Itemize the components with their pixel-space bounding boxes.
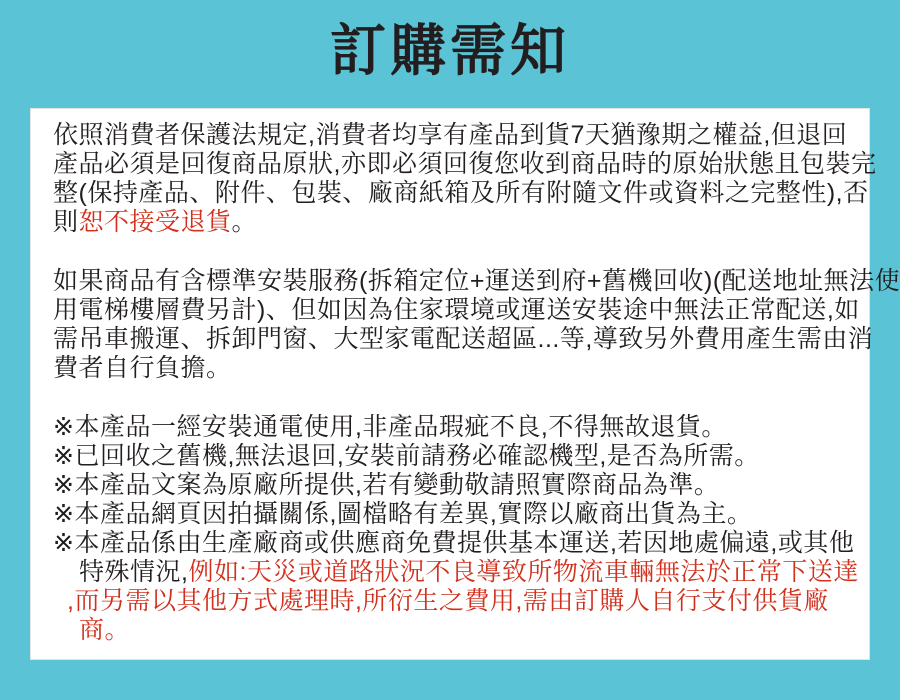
note-item-5-line3: ,而另需以其他方式處理時,所衍生之費用,需由訂購人自行支付供貨廠 [67,587,829,615]
note-item-2: ※已回收之舊機,無法退回,安裝前請務必確認機型,是否為所需。 [53,442,760,470]
paragraph2-line4: 費者自行負擔。 [53,354,232,382]
paragraph2-line2: 用電梯樓層費另計)、但如因為住家環境或運送安裝途中無法正常配送,如 [53,296,860,324]
note-item-1: ※本產品一經安裝通電使用,非產品瑕疵不良,不得無故退貨。 [53,413,727,441]
paragraph1-line4-suffix: 。 [231,208,258,236]
note-item-3: ※本產品文案為原廠所提供,若有變動敬請照實際商品為準。 [53,471,720,499]
paragraph1-line2: 產品必須是回復商品原狀,亦即必須回復您收到商品時的原始狀態且包裝完 [53,150,877,178]
note-item-5-line4: 商。 [79,616,131,644]
paragraph2-line1: 如果商品有含標準安裝服務(拆箱定位+運送到府+舊機回收)(配送地址無法使 [53,267,900,295]
notice-box [30,108,900,660]
note-item-4: ※本產品網頁因拍攝關係,圖檔略有差異,實際以廠商出貨為主。 [53,500,753,528]
paragraph-installation-service [53,267,900,383]
note-item-5-line1: ※本產品係由生產廠商或供應商免費提供基本運送,若因地處偏遠,或其他 [53,529,855,557]
page-title: 訂購需知 [330,19,570,82]
paragraph1-line4-prefix: 則 [53,208,79,236]
note-item-5-line2 [53,558,859,587]
note-item-5-line2-black: 特殊情況, [79,558,189,586]
paragraph1-line3: 整(保持產品、附件、包裝、廠商紙箱及所有附隨文件或資料之完整性),否 [53,179,869,207]
note-item-5 [53,529,859,645]
notes-list [53,413,859,645]
paragraph1-line4 [53,208,851,237]
paragraph1-line1: 依照消費者保護法規定,消費者均享有產品到貨7天猶豫期之權益,但退回 [53,121,848,149]
no-return-red-emphasis: 恕不接受退貨 [78,208,232,236]
paragraph2-line3: 需吊車搬運、拆卸門窗、大型家電配送超區...等,導致另外費用產生需由消 [53,325,874,353]
shipping-exception-red-text: 例如:天災或道路狀況不良導致所物流車輛無法於正常下送達 [188,558,859,586]
paragraph-return-policy [53,121,877,237]
